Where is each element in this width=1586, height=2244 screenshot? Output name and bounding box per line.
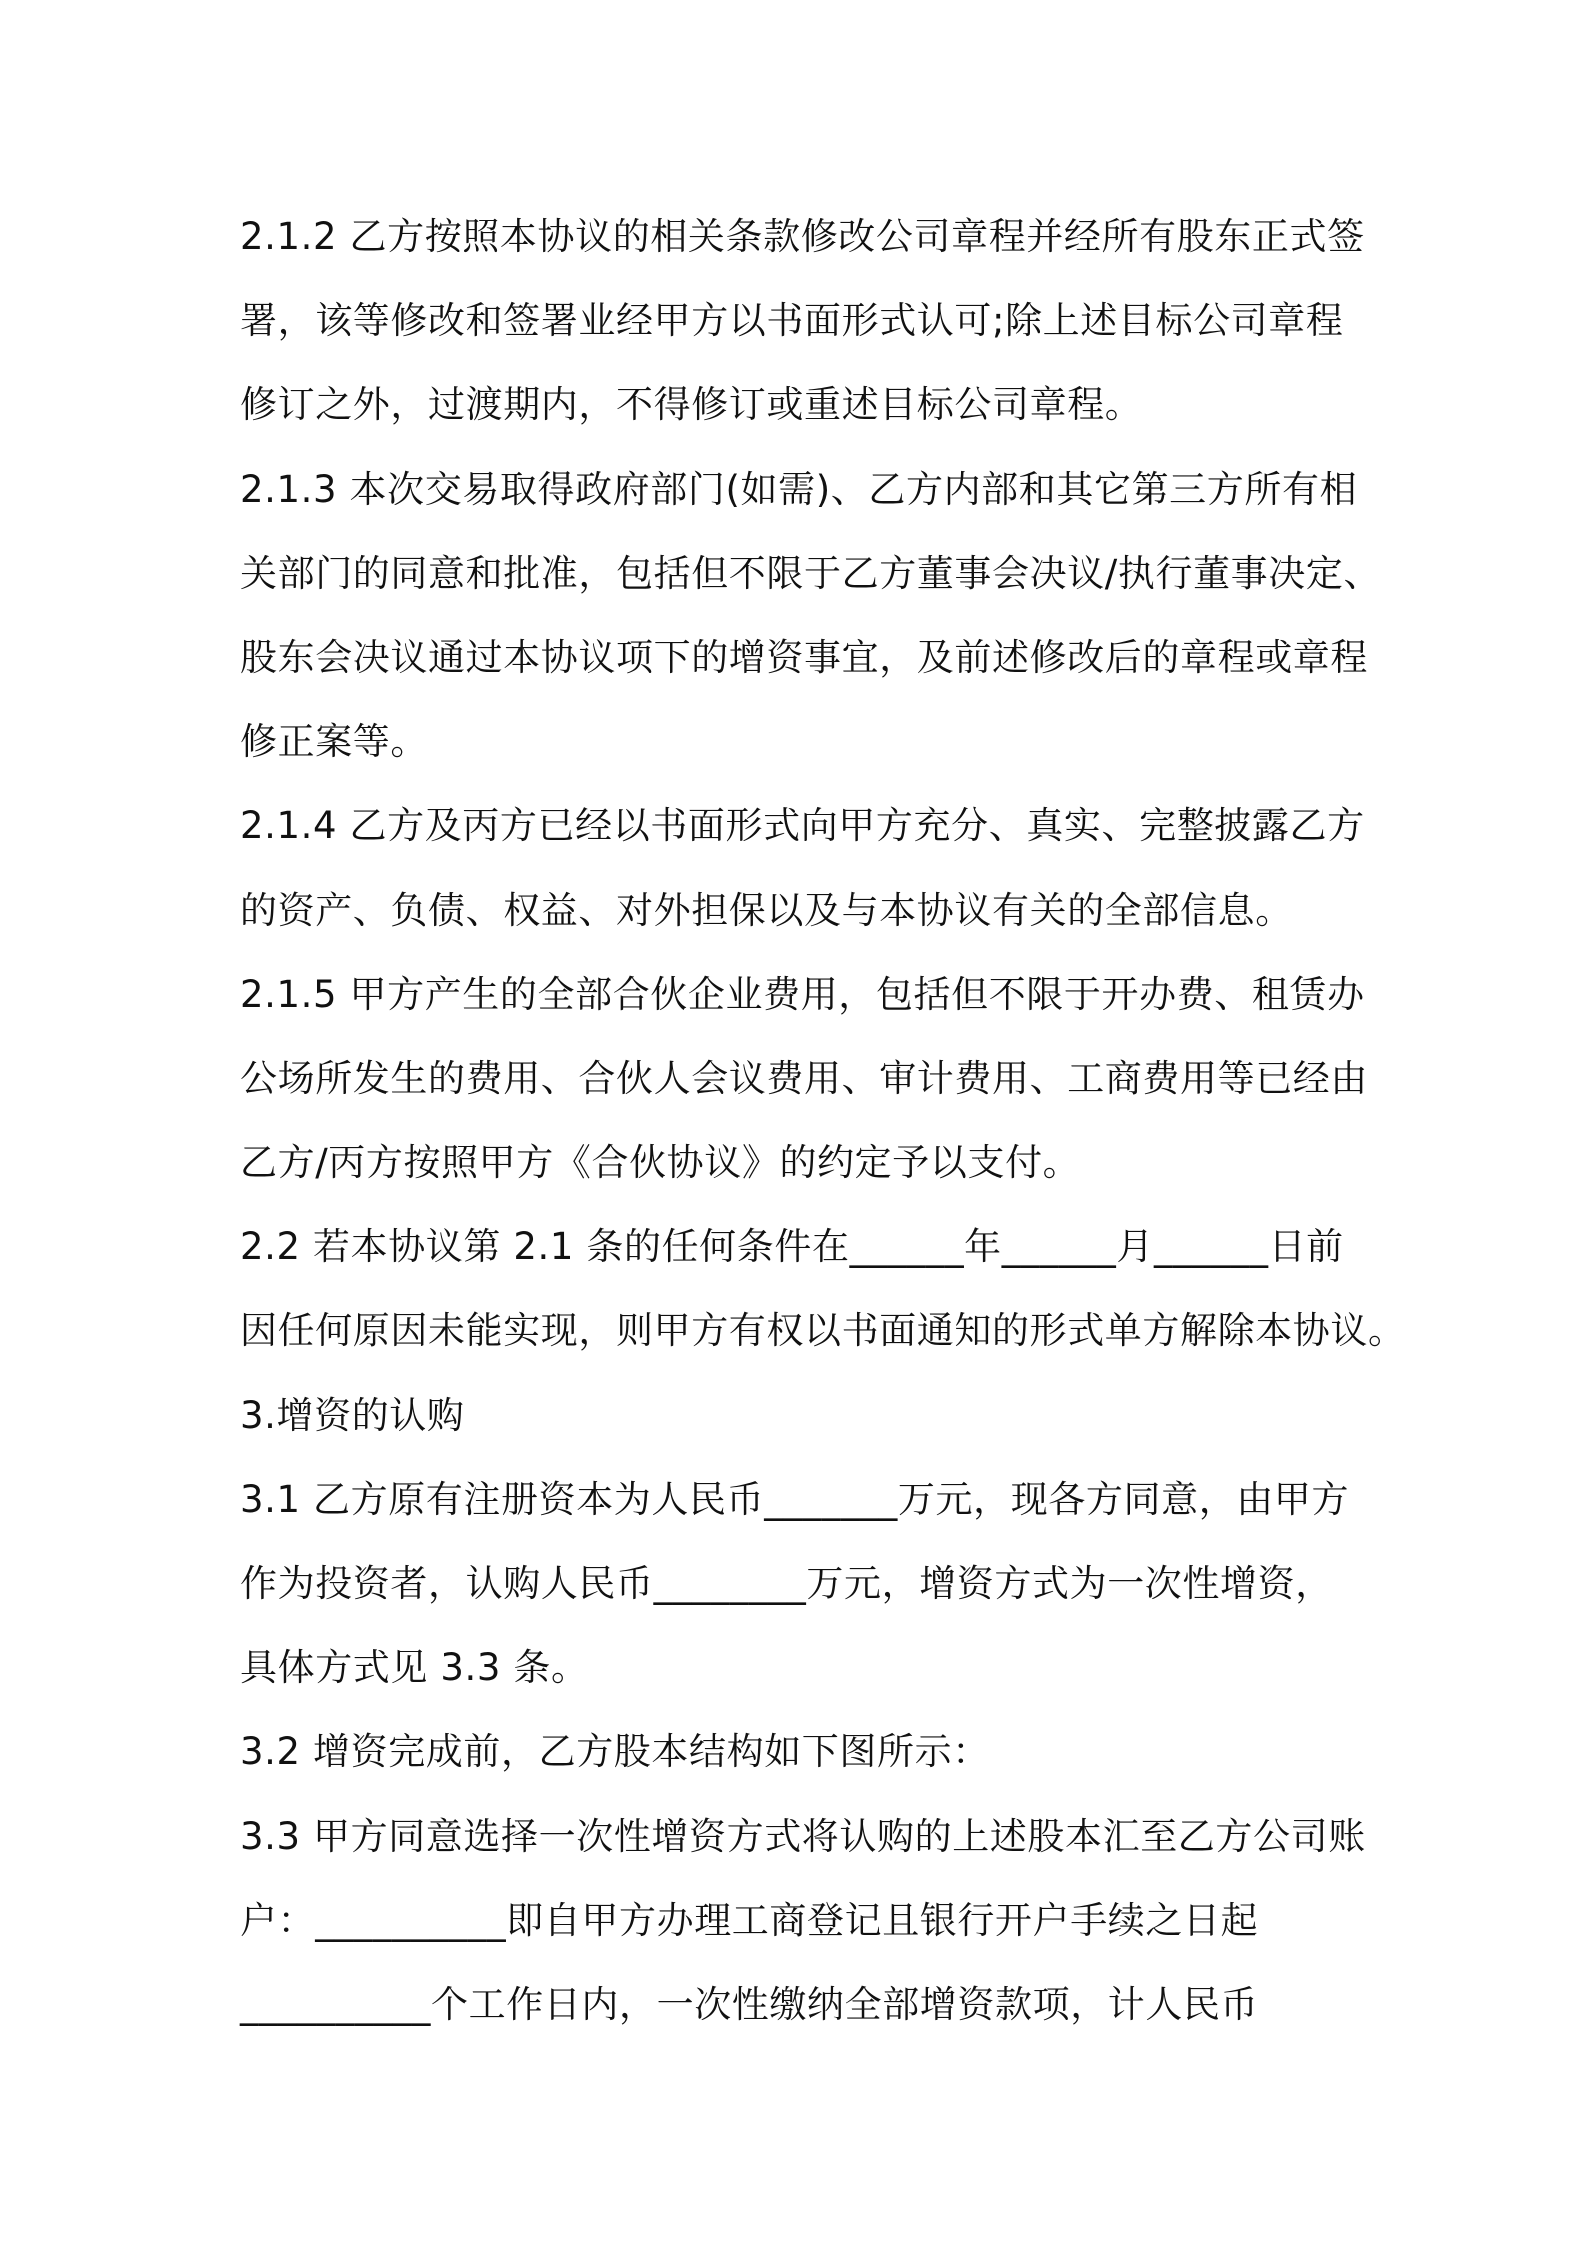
text-line: 关部门的同意和批准，包括但不限于乙方董事会决议/执行董事决定、: [240, 551, 1382, 595]
text-line: 乙方/丙方按照甲方《合伙协议》的约定予以支付。: [240, 1141, 1081, 1185]
text-line: 署，该等修改和签署业经甲方以书面形式认可;除上述目标公司章程: [240, 299, 1344, 343]
text-line: 2.1.4 乙方及丙方已经以书面形式向甲方充分、真实、完整披露乙方: [240, 804, 1365, 848]
text-line: 作为投资者，认购人民币________万元，增资方式为一次性增资，: [240, 1562, 1333, 1605]
text-line: 户：__________即自甲方办理工商登记且银行开户手续之日起: [240, 1898, 1259, 1942]
text-line: 修订之外，过渡期内，不得修订或重述目标公司章程。: [240, 383, 1143, 427]
text-line: 2.1.3 本次交易取得政府部门(如需)、乙方内部和其它第三方所有相: [240, 467, 1358, 511]
text-line: 修正案等。: [240, 720, 428, 764]
text-line: 股东会决议通过本协议项下的增资事宜，及前述修改后的章程或章程: [240, 635, 1368, 679]
document-body: [240, 195, 1406, 2047]
text-line: 3.3 甲方同意选择一次性增资方式将认购的上述股本汇至乙方公司账: [240, 1814, 1366, 1858]
text-line: 具体方式见 3.3 条。: [240, 1646, 589, 1690]
text-line: 的资产、负债、权益、对外担保以及与本协议有关的全部信息。: [240, 888, 1293, 932]
text-line: 2.1.5 甲方产生的全部合伙企业费用，包括但不限于开办费、租赁办: [240, 972, 1365, 1016]
text-line: 2.1.2 乙方按照本协议的相关条款修改公司章程并经所有股东正式签: [240, 215, 1365, 258]
text-line: 3.2 增资完成前，乙方股本结构如下图所示：: [240, 1730, 990, 1774]
text-line: 2.2 若本协议第 2.1 条的任何条件在______年______月______日前: [240, 1225, 1344, 1269]
text-line: 公场所发生的费用、合伙人会议费用、审计费用、工商费用等已经由: [240, 1056, 1368, 1100]
text-line: __________个工作日内，一次性缴纳全部增资款项，计人民币: [240, 1982, 1259, 2026]
text-line: 因任何原因未能实现，则甲方有权以书面通知的形式单方解除本协议。: [240, 1309, 1406, 1353]
section-heading: 3.增资的认购: [240, 1393, 465, 1437]
text-line: 3.1 乙方原有注册资本为人民币_______万元，现各方同意，由甲方: [240, 1477, 1350, 1521]
